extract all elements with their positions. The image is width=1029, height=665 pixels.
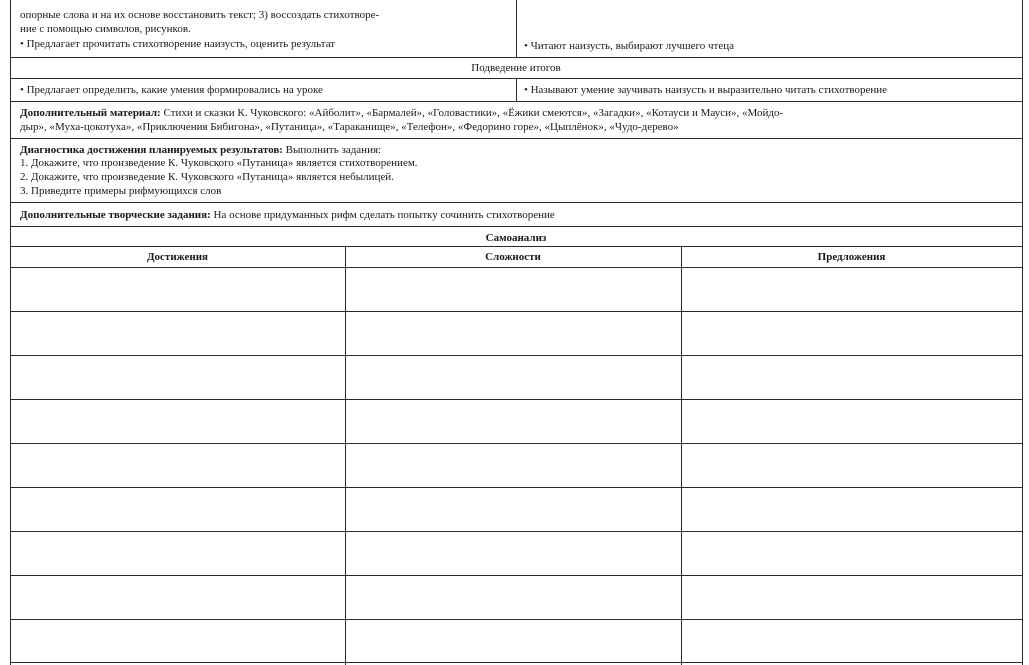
diagnostics-item: 1. Докажите, что произведение К. Чуковского «Путаница» является стихотворением. xyxy=(20,157,418,169)
top-row-divider xyxy=(516,0,517,57)
grid-row-line xyxy=(10,487,1023,488)
grid-column-divider xyxy=(681,246,682,665)
top-row-left-line-1: опорные слова и на их основе восстановить текст; 3) воссоздать стихотворе- xyxy=(20,9,380,21)
summary-header: Подведение итогов xyxy=(471,62,561,74)
additional-material-line-2: дыр», «Муха-цокотуха», «Приключения Бибигона», «Путаница», «Тараканище», «Телефон», «Федорино горе», «Цыплёнок», «Чудо-дерево» xyxy=(20,121,679,133)
frame-left-border xyxy=(10,0,11,665)
diagnostics-label: Диагностика достижения планируемых результатов: xyxy=(20,144,283,156)
summary-row-divider xyxy=(516,78,517,101)
grid-row-line xyxy=(10,311,1023,312)
grid-row-line xyxy=(10,619,1023,620)
grid-row-line xyxy=(10,267,1023,268)
grid-row-line xyxy=(10,355,1023,356)
grid-row-line xyxy=(10,399,1023,400)
grid-row-line xyxy=(10,575,1023,576)
grid-row-line xyxy=(10,662,1023,663)
rule xyxy=(10,246,1023,247)
rule xyxy=(10,226,1023,227)
creative-tasks xyxy=(20,209,555,222)
summary-row-left: • Предлагает определить, какие умения формировались на уроке xyxy=(20,84,323,96)
grid-row-line xyxy=(10,443,1023,444)
lesson-plan-page xyxy=(8,0,1024,665)
additional-material-line-1 xyxy=(20,107,783,120)
diagnostics-heading xyxy=(20,144,381,157)
rule xyxy=(10,138,1023,139)
rule xyxy=(10,202,1023,203)
top-row-left-line-3: • Предлагает прочитать стихотворение наизусть, оценить результат xyxy=(20,38,336,50)
diagnostics-intro: Выполнить задания: xyxy=(285,144,382,156)
self-analysis-title: Самоанализ xyxy=(485,232,547,244)
additional-material-label: Дополнительный материал: xyxy=(20,107,161,119)
creative-tasks-text: На основе придуманных рифм сделать попытку сочинить стихотворение xyxy=(213,209,555,221)
grid-row-line xyxy=(10,531,1023,532)
diagnostics-item: 3. Приведите примеры рифмующихся слов xyxy=(20,185,222,197)
column-header-difficulties: Сложности xyxy=(485,251,541,263)
frame-right-border xyxy=(1022,0,1023,665)
grid-column-divider xyxy=(345,246,346,665)
summary-row-right: • Называют умение заучивать наизусть и выразительно читать стихотворение xyxy=(524,84,888,96)
top-row-right-text: • Читают наизусть, выбирают лучшего чтеца xyxy=(524,40,734,52)
top-row-left-line-2: ние с помощью символов, рисунков. xyxy=(20,23,191,35)
rule xyxy=(10,57,1023,58)
creative-tasks-label: Дополнительные творческие задания: xyxy=(20,209,211,221)
column-header-achievements: Достижения xyxy=(146,251,209,263)
column-header-suggestions: Предложения xyxy=(817,251,886,263)
rule xyxy=(10,101,1023,102)
additional-material-text-1: Стихи и сказки К. Чуковского: «Айболит», «Бармалей», «Головастики», «Ёжики смеются», «Загадки», «Котауси и Мауси», «Мойдо- xyxy=(163,107,784,119)
diagnostics-item: 2. Докажите, что произведение К. Чуковского «Путаница» является небылицей. xyxy=(20,171,394,183)
